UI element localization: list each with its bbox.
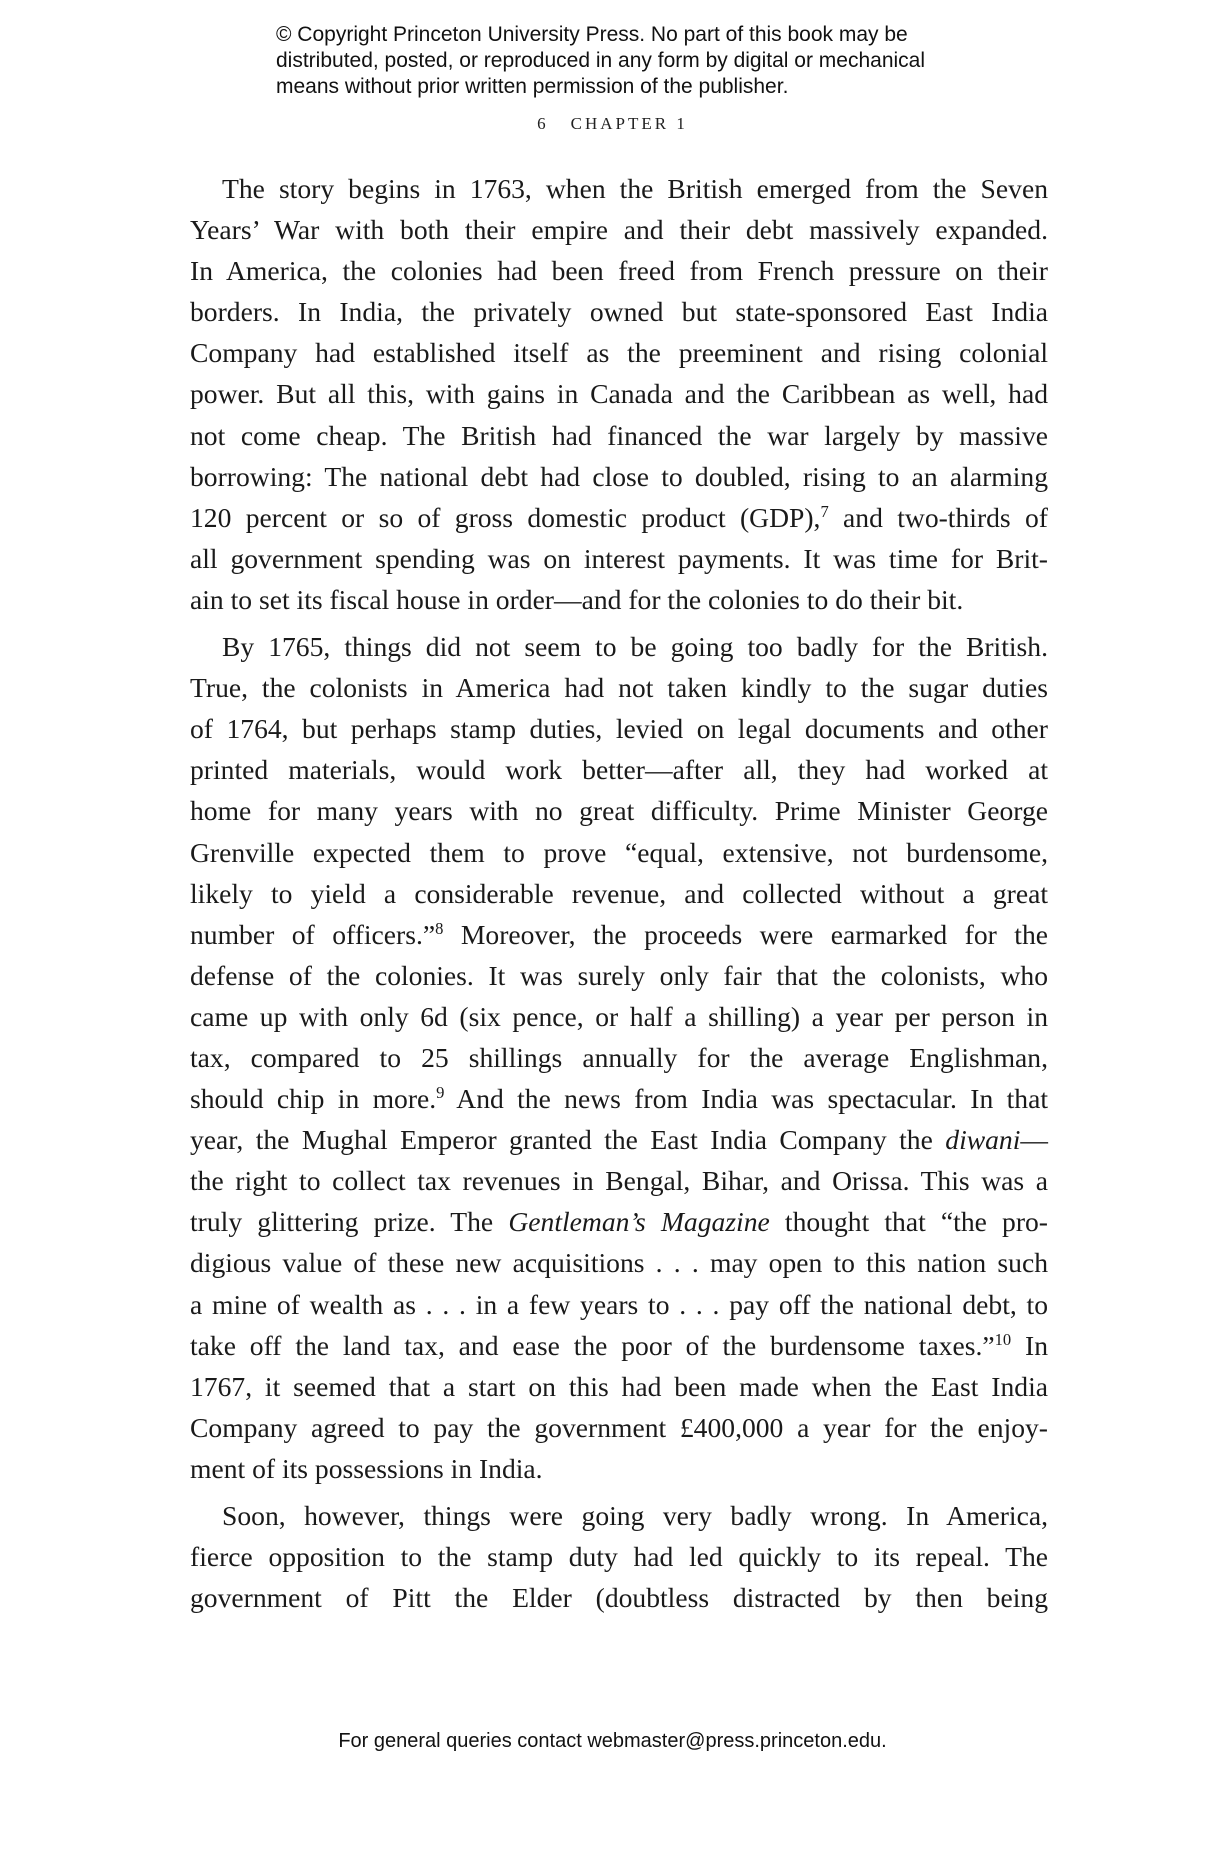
text-segment: 120 percent or so of gross domestic product (GDP), bbox=[190, 501, 821, 533]
text-line: The story begins in 1763, when the British emerged from the Seven bbox=[222, 173, 1048, 204]
paragraph bbox=[190, 626, 1048, 1489]
text-line: 1767, it seemed that a start on this had been made when the East India bbox=[190, 1370, 1048, 1402]
text-line: fierce opposition to the stamp duty had led quickly to its repeal. The bbox=[190, 1541, 1048, 1573]
text-line: home for many years with no great difficulty. Prime Minister George bbox=[190, 795, 1048, 827]
text-line: likely to yield a considerable revenue, and collected without a great bbox=[190, 877, 1048, 909]
text-line bbox=[190, 1119, 1048, 1160]
copyright-line: © Copyright Princeton University Press. No part of this book may be bbox=[276, 23, 908, 46]
text-line: Grenville expected them to prove “equal, extensive, not burdensome, bbox=[190, 836, 1048, 868]
term-diwani: diwani bbox=[945, 1124, 1021, 1156]
copyright-line: distributed, posted, or reproduced in any form by digital or mechanical bbox=[276, 49, 926, 72]
text-line: Years’ War with both their empire and their debt massively expanded. bbox=[190, 214, 1048, 246]
text-line: ment of its possessions in India. bbox=[190, 1452, 543, 1484]
text-segment: truly glittering prize. The bbox=[190, 1206, 509, 1238]
text-line: defense of the colonies. It was surely only fair that the colonists, who bbox=[190, 959, 1048, 991]
footnote-ref-8: 8 bbox=[435, 918, 444, 938]
paragraph bbox=[190, 1495, 1048, 1618]
publication-title: Gentleman’s Magazine bbox=[508, 1206, 770, 1238]
chapter-label: CHAPTER 1 bbox=[570, 114, 688, 133]
text-line: In America, the colonies had been freed from French pressure on their bbox=[190, 255, 1048, 287]
text-line: Company agreed to pay the government £400,000 a year for the enjoy- bbox=[190, 1411, 1048, 1443]
text-segment: year, the Mughal Emperor granted the East India Company the bbox=[190, 1124, 946, 1156]
page-number: 6 bbox=[537, 114, 549, 133]
text-line: Soon, however, things were going very badly wrong. In America, bbox=[222, 1500, 1048, 1531]
text-segment: Moreover, the proceeds were earmarked for the bbox=[443, 918, 1049, 950]
text-segment: number of officers.” bbox=[190, 918, 436, 950]
text-line: of 1764, but perhaps stamp duties, levied on legal documents and other bbox=[190, 713, 1048, 745]
copyright-notice bbox=[276, 22, 1036, 100]
text-segment: And the news from India was spectacular. In that bbox=[444, 1083, 1048, 1115]
book-body-text bbox=[190, 168, 1048, 1618]
text-line bbox=[190, 1078, 1048, 1119]
paragraph bbox=[190, 168, 1048, 620]
running-head bbox=[0, 114, 1225, 134]
text-line: government of Pitt the Elder (doubtless distracted by then being bbox=[190, 1582, 1048, 1614]
text-line: came up with only 6d (six pence, or half a shilling) a year per person in bbox=[190, 1000, 1048, 1032]
text-segment: should chip in more. bbox=[190, 1083, 437, 1115]
text-line bbox=[190, 1201, 1048, 1242]
text-segment: thought that “the pro- bbox=[769, 1206, 1048, 1238]
text-segment: and two-thirds of bbox=[828, 501, 1048, 533]
text-line: ain to set its fiscal house in order—and for the colonies to do their bit. bbox=[190, 583, 964, 615]
text-segment: In bbox=[1011, 1329, 1049, 1361]
text-line: borrowing: The national debt had close to doubled, rising to an alarming bbox=[190, 460, 1048, 492]
text-line bbox=[190, 1325, 1048, 1366]
footnote-ref-7: 7 bbox=[820, 501, 829, 521]
text-line: By 1765, things did not seem to be going too badly for the British. bbox=[222, 631, 1048, 663]
footer-contact: For general queries contact webmaster@press.princeton.edu. bbox=[338, 1730, 887, 1752]
copyright-line: means without prior written permission of the publisher. bbox=[276, 75, 789, 98]
text-line: Company had established itself as the preeminent and rising colonial bbox=[190, 337, 1048, 369]
text-line: printed materials, would work better—after all, they had worked at bbox=[190, 754, 1048, 786]
text-line: power. But all this, with gains in Canada and the Caribbean as well, had bbox=[190, 378, 1048, 410]
text-line: not come cheap. The British had financed the war largely by massive bbox=[190, 419, 1048, 451]
text-line: tax, compared to 25 shillings annually for the average Englishman, bbox=[190, 1041, 1048, 1073]
text-line: all government spending was on interest payments. It was time for Brit- bbox=[190, 542, 1048, 574]
text-line: digious value of these new acquisitions . . . may open to this nation such bbox=[190, 1247, 1048, 1279]
text-line bbox=[190, 497, 1048, 538]
text-line: True, the colonists in America had not taken kindly to the sugar duties bbox=[190, 672, 1048, 704]
text-line: borders. In India, the privately owned but state-sponsored East India bbox=[190, 296, 1048, 328]
text-line: the right to collect tax revenues in Bengal, Bihar, and Orissa. This was a bbox=[190, 1165, 1048, 1197]
text-line: a mine of wealth as . . . in a few years to . . . pay off the national debt, to bbox=[190, 1288, 1048, 1320]
text-segment: — bbox=[1020, 1124, 1048, 1156]
footnote-ref-9: 9 bbox=[436, 1082, 445, 1102]
text-segment: take off the land tax, and ease the poor of the burdensome taxes.” bbox=[190, 1329, 995, 1361]
footnote-ref-10: 10 bbox=[994, 1329, 1012, 1349]
text-line bbox=[190, 914, 1048, 955]
